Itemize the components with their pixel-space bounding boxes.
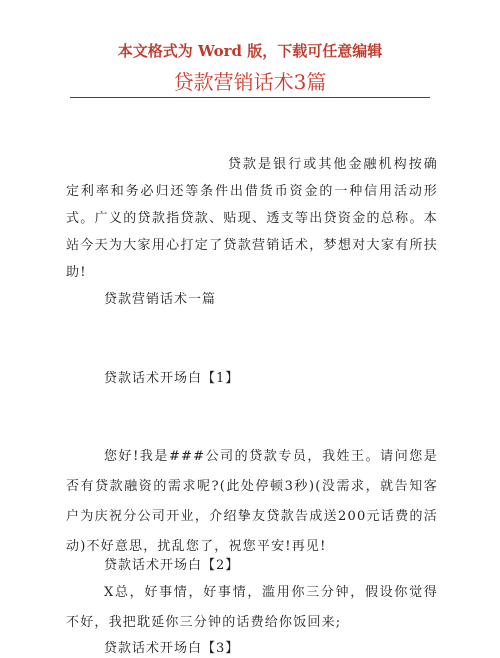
format-banner: 本文格式为 Word 版，下载可任意编辑 <box>117 42 383 60</box>
opening-heading-1: 贷款话术开场白【1】 <box>104 371 240 386</box>
opening-heading-3: 贷款话术开场白【3】 <box>104 641 240 656</box>
document-title: 贷款营销话术3篇 <box>173 70 327 94</box>
opening-heading-2: 贷款话术开场白【2】 <box>104 558 240 573</box>
x-paragraph: X总，好事情，好事情，滥用你三分钟，假设你觉得不好，我把耽延你三分钟的话费给你饭回来; <box>66 585 438 630</box>
greeting-paragraph: 您好!我是###公司的贷款专员，我姓王。请问您是否有贷款融资的需求呢?(此处停顿3秒)(没需求，就告知客户为庆祝分公司开业，介绍挚友贷款告成送200元话费的活动)不好意思，扰乱您了，祝您平安!再见! <box>66 449 438 554</box>
section-heading: 贷款营销话术一篇 <box>104 292 217 307</box>
title-divider <box>70 97 430 98</box>
intro-paragraph: 贷款是银行或其他金融机构按确定利率和务必归还等条件出借货币资金的一种信用活动形式。广义的贷款指贷款、贴现、透支等出贷资金的总称。本站今天为大家用心打定了贷款营销话术，梦想对大家有所扶助! <box>66 157 438 280</box>
